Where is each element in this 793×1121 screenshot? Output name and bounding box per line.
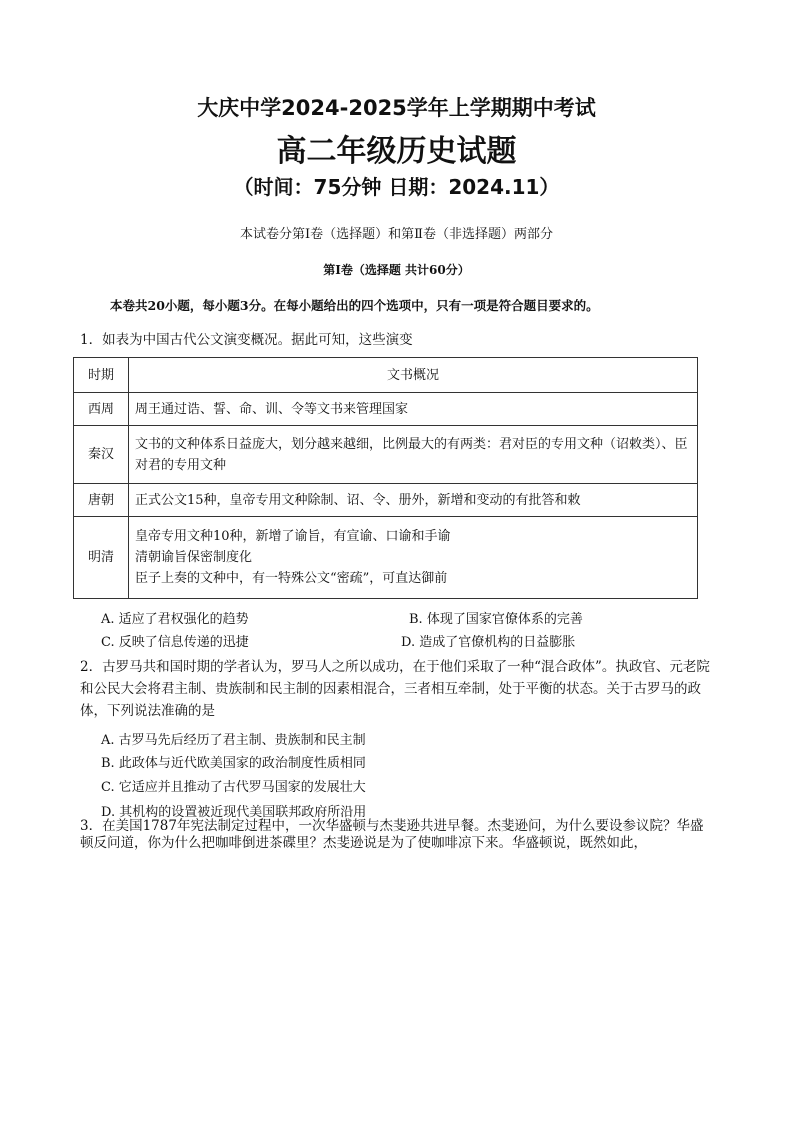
question-2-option-a: A. 古罗马先后经历了君主制、贵族制和民主制 <box>101 733 366 748</box>
table-cell-era: 秦汉 <box>74 426 129 484</box>
table-row <box>74 517 698 599</box>
table-cell-summary <box>129 393 698 426</box>
summary-line: 皇帝专用文种10种，新增了谕旨，有宣谕、口谕和手谕 <box>135 529 451 544</box>
table-row <box>74 393 698 426</box>
exam-subject-title: 高二年级历史试题 <box>276 134 517 169</box>
summary-line: 正式公文15种，皇帝专用文种除制、诏、令、册外，新增和变动的有批答和敕 <box>135 492 581 508</box>
table-row <box>74 484 698 517</box>
exam-intro: 本试卷分第Ⅰ卷（选择题）和第Ⅱ卷（非选择题）两部分 <box>240 227 553 242</box>
question-1-option-a: A. 适应了君权强化的趋势 <box>101 612 249 627</box>
table-cell-era: 唐朝 <box>74 484 129 517</box>
table-header-summary: 文书概况 <box>129 358 698 393</box>
table-cell-summary <box>129 426 698 484</box>
question-1-option-b: B. 体现了国家官僚体系的完善 <box>409 612 583 627</box>
question-3-stem: 3．在美国1787年宪法制定过程中，一次华盛顿与杰斐逊共进早餐。杰斐逊问，为什么要设参议院？华盛顿反问道，你为什么把咖啡倒进茶碟里？杰斐逊说是为了使咖啡凉下来。华盛顿说，既然如此， <box>80 818 704 851</box>
document-table <box>73 357 698 599</box>
summary-line: 文书的文种体系日益庞大，划分越来越细，比例最大的有两类：君对臣的专用文种（诏敕类）、臣对君的专用文种 <box>135 436 688 473</box>
table-cell-summary <box>129 517 698 599</box>
table-header-era: 时期 <box>74 358 129 393</box>
table-header-row <box>74 358 698 393</box>
question-1-stem: 1．如表为中国古代公文演变概况。据此可知，这些演变 <box>80 332 413 348</box>
table-cell-era: 西周 <box>74 393 129 426</box>
question-2-option-c: C. 它适应并且推动了古代罗马国家的发展壮大 <box>101 780 366 795</box>
question-1-option-d: D. 造成了官僚机构的日益膨胀 <box>401 635 576 650</box>
table-cell-era: 明清 <box>74 517 129 599</box>
question-2-option-d: D. 其机构的设置被近现代美国联邦政府所沿用 <box>101 805 367 820</box>
summary-line: 周王通过诰、誓、命、训、令等文书来管理国家 <box>135 401 409 417</box>
exam-school-title: 大庆中学2024-2025学年上学期期中考试 <box>197 96 596 120</box>
section-rule: 本卷共20小题，每小题3分。在每小题给出的四个选项中，只有一项是符合题目要求的。 <box>110 298 599 313</box>
section-title: 第Ⅰ卷（选择题 共计60分） <box>323 263 470 277</box>
table-cell-summary <box>129 484 698 517</box>
question-2-stem: 2．古罗马共和国时期的学者认为，罗马人之所以成功，在于他们采取了一种“混合政体”。执政官、元老院和公民大会将君主制、贵族制和民主制的因素相混合，三者相互牵制，处于平衡的状态。关于古罗马的政体，下列说法准确的是 <box>80 659 710 719</box>
question-1-option-c: C. 反映了信息传递的迅捷 <box>101 635 249 650</box>
exam-time-date: （时间：75分钟 日期：2024.11） <box>233 175 560 199</box>
table-row <box>74 426 698 484</box>
summary-line: 臣子上奏的文种中，有一特殊公文“密疏”，可直达御前 <box>135 571 448 586</box>
summary-line: 清朝谕旨保密制度化 <box>135 550 253 565</box>
question-2-option-b: B. 此政体与近代欧美国家的政治制度性质相同 <box>101 756 366 771</box>
